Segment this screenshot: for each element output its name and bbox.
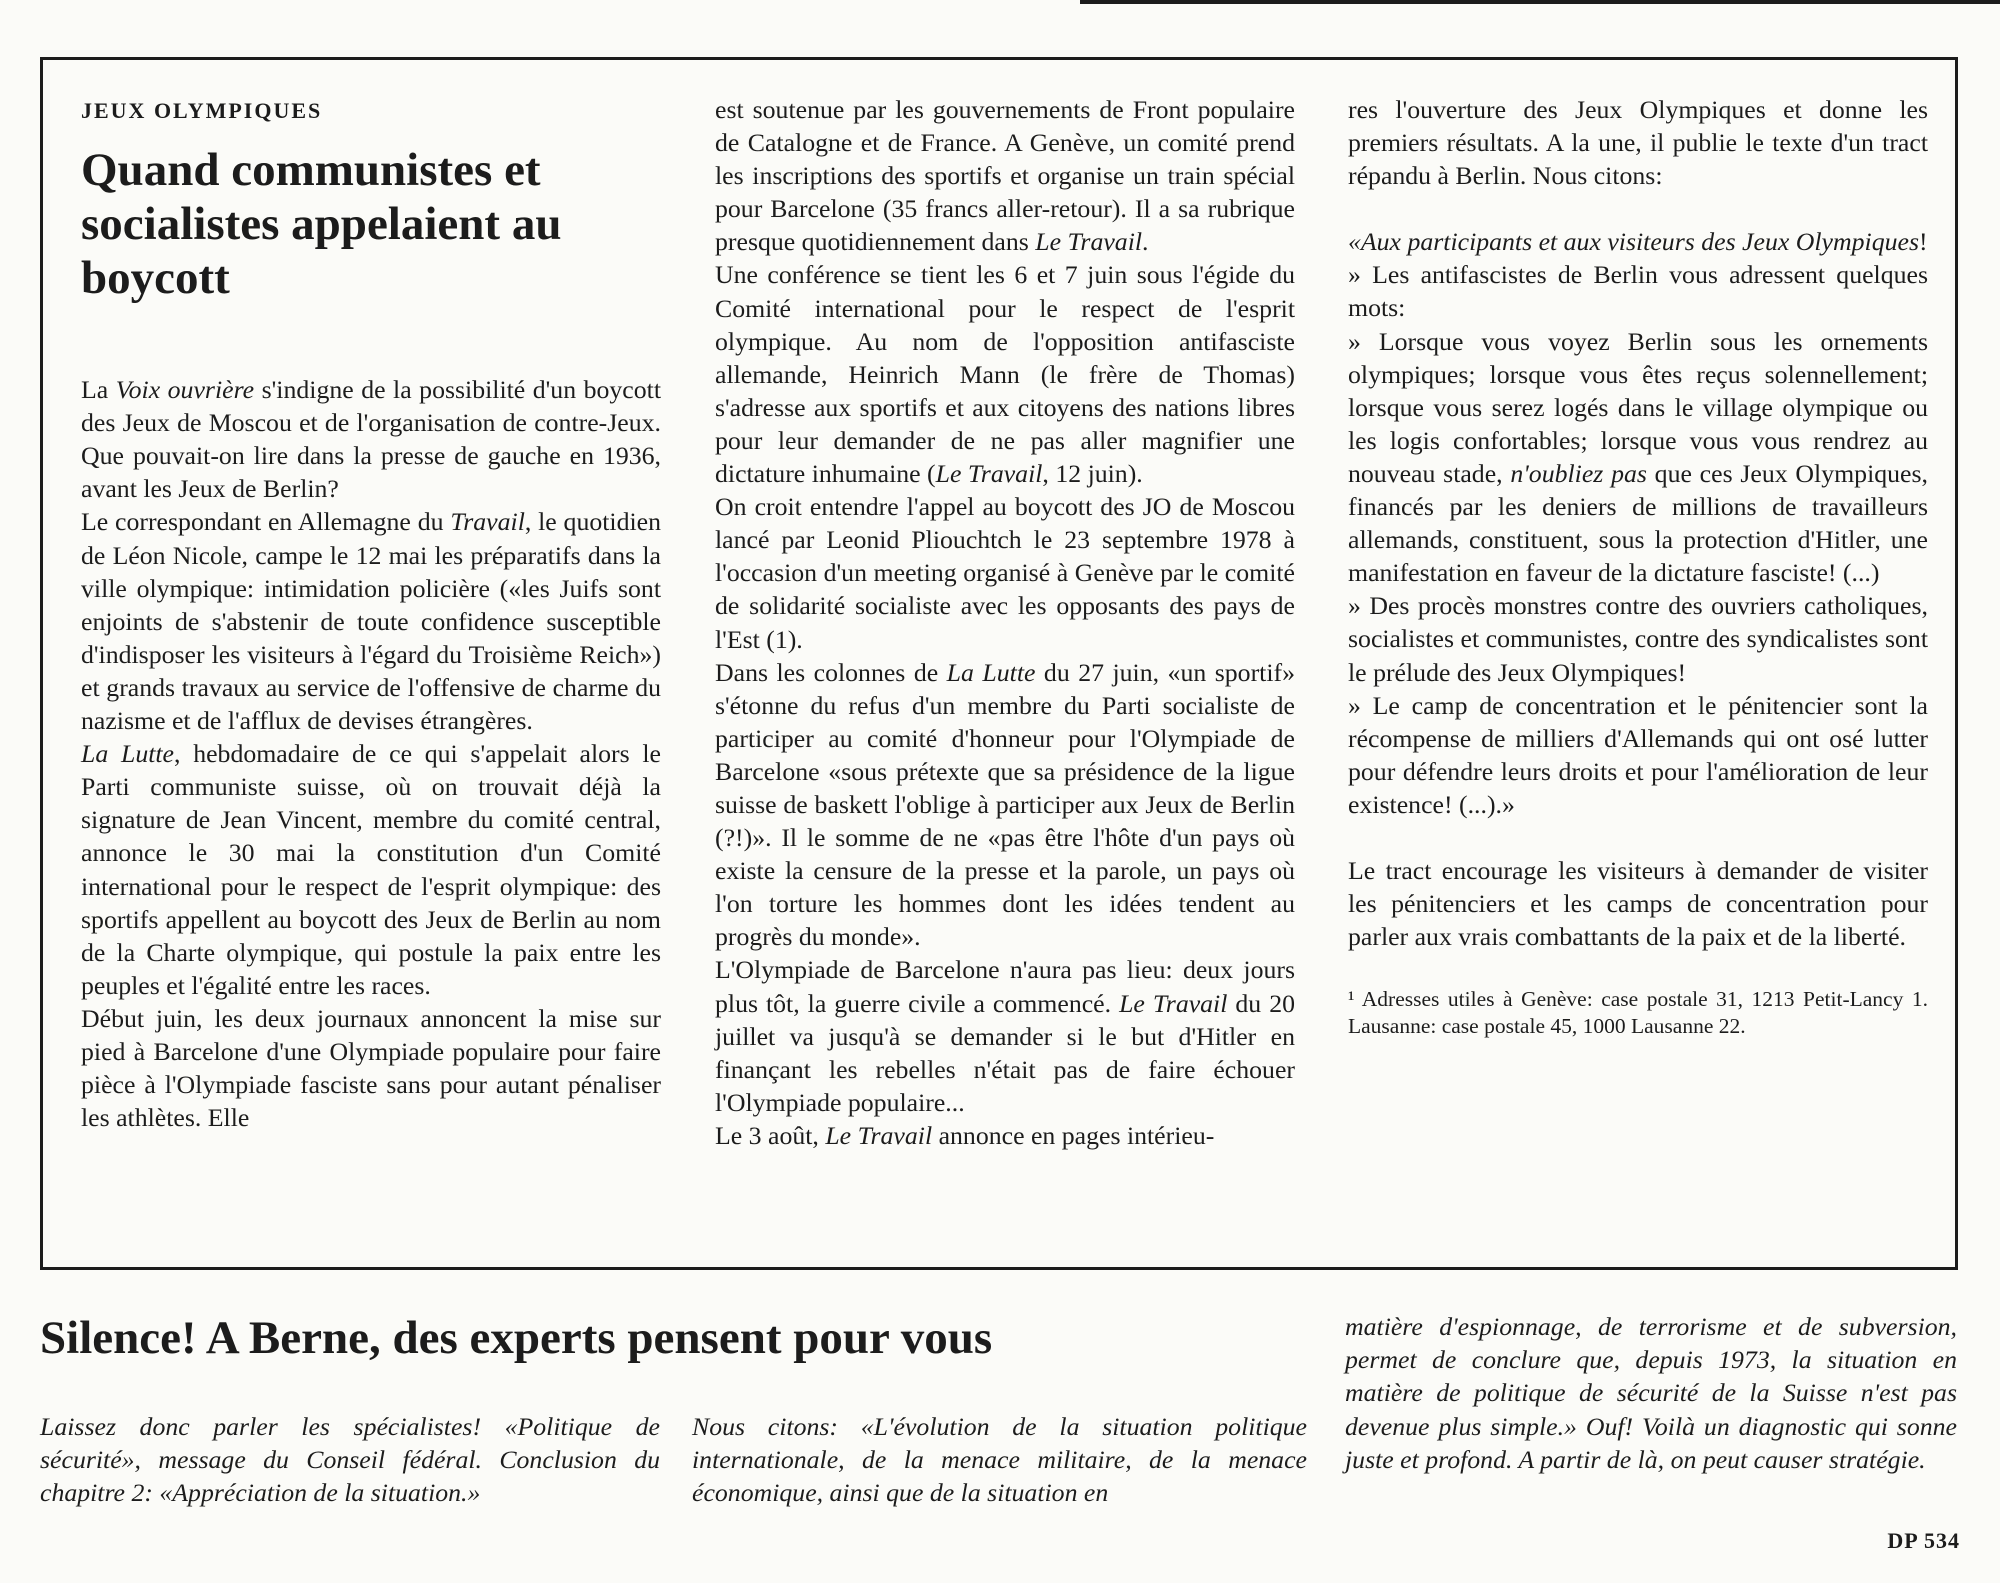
paragraph bbox=[1348, 192, 1928, 225]
paragraph: Début juin, les deux journaux annoncent la mise sur pied à Barcelone d'une Olympiade populaire pour faire pièce à l'Olympiade fasciste sans pour autant pénaliser les athlètes. Elle bbox=[81, 1003, 661, 1133]
paragraph: Le 3 août, Le Travail annonce en pages intérieu- bbox=[715, 1120, 1215, 1150]
article-column-1 bbox=[81, 90, 661, 1134]
paragraph: Le correspondant en Allemagne du Travail, le quotidien de Léon Nicole, campe le 12 mai les préparatifs dans la ville olympique: intimidation policière («les Juifs sont enjoints de s'abstenir de toute confidence susceptible d'indisposer les visiteurs à l'égard du Troisième Reich») et grands travaux au service de l'offensive de charme du nazisme et de l'afflux de devises étrangères. bbox=[81, 507, 661, 736]
article-column-2 bbox=[715, 93, 1295, 1152]
article-column-1-body bbox=[81, 373, 661, 1134]
second-article-column-2: Nous citons: «L'évolution de la situation politique internationale, de la menace militaire, de la menace économique, ainsi que de la situation en bbox=[692, 1412, 1307, 1508]
paragraph: est soutenue par les gouvernements de Front populaire de Catalogne et de France. A Genève, un comité prend les inscriptions des sportifs et organise un train spécial pour Barcelone (35 francs aller-retour). Il a sa rubrique presque quotidiennement dans Le Travail. bbox=[715, 95, 1295, 257]
top-rule bbox=[1080, 0, 2000, 4]
paragraph bbox=[1348, 821, 1928, 854]
paragraph: L'Olympiade de Barcelone n'aura pas lieu: deux jours plus tôt, la guerre civile a commencé. Le Travail du 20 juillet va jusqu'à se demander si le but d'Hitler en finançant les rebelles n'était pas de faire échouer l'Olympiade populaire... bbox=[715, 955, 1295, 1117]
paragraph: «Aux participants et aux visiteurs des Jeux Olympiques! bbox=[1348, 227, 1928, 257]
paragraph: Dans les colonnes de La Lutte du 27 juin, «un sportif» s'étonne du refus d'un membre du Parti socialiste de participer au comité d'honneur pour l'Olympiade de Barcelone «sous prétexte que sa présidence de la ligue suisse de baskett l'oblige à participer aux Jeux de Berlin (?!)». Il le somme de ne «pas être l'hôte d'un pays où existe la censure de la presse et la parole, un pays où l'on torture les hommes dont les idées tendent au progrès du monde». bbox=[715, 657, 1295, 952]
article-kicker: JEUX OLYMPIQUES bbox=[81, 98, 323, 123]
paragraph: » Des procès monstres contre des ouvriers catholiques, socialistes et communistes, contre des syndicalistes sont le prélude des Jeux Olympiques! bbox=[1348, 591, 1928, 687]
page-number: DP 534 bbox=[1887, 1528, 1960, 1553]
article-frame bbox=[40, 57, 1958, 1270]
paragraph: Le tract encourage les visiteurs à demander de visiter les pénitenciers et les camps de concentration pour parler aux vrais combattants de la paix et de la liberté. bbox=[1348, 855, 1928, 952]
article-title: Quand communistes et socialistes appelaient au boycott bbox=[81, 144, 562, 305]
second-article-column-1: Laissez donc parler les spécialistes! «Politique de sécurité», message du Conseil fédéral. Conclusion du chapitre 2: «Appréciation de la situation.» bbox=[40, 1412, 660, 1508]
paragraph: » Lorsque vous voyez Berlin sous les ornements olympiques; lorsque vous êtes reçus solennellement; lorsque vous serez logés dans le village olympique ou les logis confortables; lorsque vous vous rendrez au nouveau stade, n'oubliez pas que ces Jeux Olympiques, financés par les deniers de millions de travailleurs allemands, constituent, sous la protection d'Hitler, une manifestation en faveur de la dictature fasciste! (...) bbox=[1348, 326, 1928, 588]
paragraph: On croit entendre l'appel au boycott des JO de Moscou lancé par Leonid Pliouchtch le 23 septembre 1978 à l'occasion d'un meeting organisé à Genève par le comité de solidarité socialiste avec les opposants des pays de l'Est (1). bbox=[715, 492, 1295, 654]
article-column-3 bbox=[1348, 93, 1928, 1040]
paragraph: res l'ouverture des Jeux Olympiques et donne les premiers résultats. A la une, il publie le texte d'un tract répandu à Berlin. Nous citons: bbox=[1348, 95, 1928, 191]
article-column-3-body bbox=[1348, 93, 1928, 953]
second-article-title: Silence! A Berne, des experts pensent pour vous bbox=[40, 1312, 993, 1364]
paragraph: La Lutte, hebdomadaire de ce qui s'appelait alors le Parti communiste suisse, où on trouvait déjà la signature de Jean Vincent, membre du comité central, annonce le 30 mai la constitution d'un Comité international pour le respect de l'esprit olympique: des sportifs appellent au boycott des Jeux de Berlin au nom de la Charte olympique, qui postule la paix entre les peuples et l'égalité entre les races. bbox=[81, 739, 661, 1000]
footnote: ¹ Adresses utiles à Genève: case postale 31, 1213 Petit-Lancy 1. Lausanne: case postale 45, 1000 Lausanne 22. bbox=[1348, 987, 1928, 1039]
paragraph: La Voix ouvrière s'indigne de la possibilité d'un boycott des Jeux de Moscou et de l'organisation de contre-Jeux. Que pouvait-on lire dans la presse de gauche en 1936, avant les Jeux de Berlin? bbox=[81, 375, 661, 504]
second-article-column-3: matière d'espionnage, de terrorisme et de subversion, permet de conclure que, depuis 1973, la situation en matière de politique de sécurité de la Suisse n'est pas devenue plus simple.» Ouf! Voilà un diagnostic qui sonne juste et profond. A partir de là, on peut causer stratégie. bbox=[1345, 1312, 1957, 1474]
paragraph: » Les antifascistes de Berlin vous adressent quelques mots: bbox=[1348, 260, 1928, 323]
paragraph: Une conférence se tient les 6 et 7 juin sous l'égide du Comité international pour le respect de l'esprit olympique. Au nom de l'opposition antifasciste allemande, Heinrich Mann (le frère de Thomas) s'adresse aux sportifs et aux citoyens des nations libres pour leur demander de ne pas aller magnifier une dictature inhumaine (Le Travail, 12 juin). bbox=[715, 260, 1295, 489]
paragraph: » Le camp de concentration et le pénitencier sont la récompense de milliers d'Allemands qui ont osé lutter pour défendre leurs droits et pour l'amélioration de leur existence! (...).» bbox=[1348, 690, 1928, 819]
